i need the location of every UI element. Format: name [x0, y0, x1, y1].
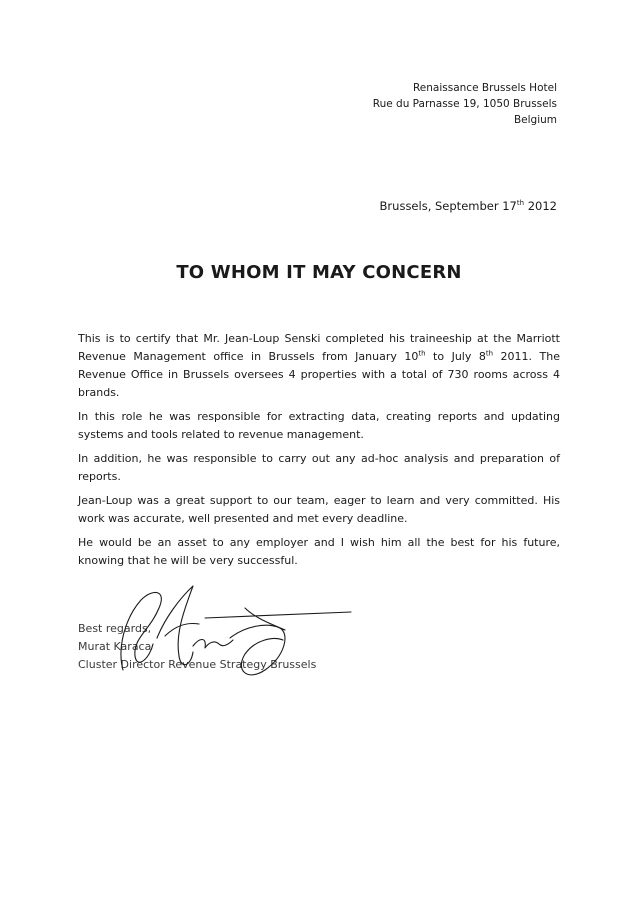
street-address: Rue du Parnasse 19, 1050 Brussels	[372, 98, 557, 110]
salutation: Best regards,	[78, 622, 152, 635]
letter-title: TO WHOM IT MAY CONCERN	[176, 262, 462, 283]
paragraph-1-part-b: to July 8	[425, 350, 486, 363]
date-ordinal: th	[516, 199, 525, 208]
paragraph-1-part-c: 2011. The Revenue Office in Brussels oversees 4 properties with a total of 730 rooms across 4 brands.	[78, 350, 560, 399]
signatory-title: Cluster Director Revenue Strategy Brussels	[78, 658, 317, 671]
handwritten-signature	[95, 578, 365, 683]
date-text: Brussels, September 17	[379, 199, 517, 213]
ordinal-1: th	[418, 349, 426, 358]
letter-date	[380, 199, 557, 213]
paragraph-2: In this role he was responsible for extracting data, creating reports and updating systems and tools related to revenue management.	[78, 410, 560, 441]
paragraph-1-part-a: This is to certify that Mr. Jean-Loup Senski completed his traineeship at the Marriott Revenue Management office in Brussels from January 10	[78, 332, 560, 363]
paragraph-4: Jean-Loup was a great support to our team, eager to learn and very committed. His work was accurate, well presented and met every deadline.	[78, 494, 560, 525]
country: Belgium	[513, 114, 557, 126]
date-year: 2012	[524, 199, 557, 213]
paragraph-1	[78, 330, 560, 402]
paragraph-5: He would be an asset to any employer and I wish him all the best for his future, knowing that he will be very successful.	[78, 536, 560, 567]
letter-body	[78, 330, 560, 576]
ordinal-2: th	[485, 349, 494, 358]
sender-address	[373, 80, 557, 128]
signatory-name: Murat Karaca	[78, 640, 152, 653]
paragraph-3: In addition, he was responsible to carry out any ad-hoc analysis and preparation of reports.	[78, 452, 560, 483]
hotel-name: Renaissance Brussels Hotel	[412, 82, 557, 94]
